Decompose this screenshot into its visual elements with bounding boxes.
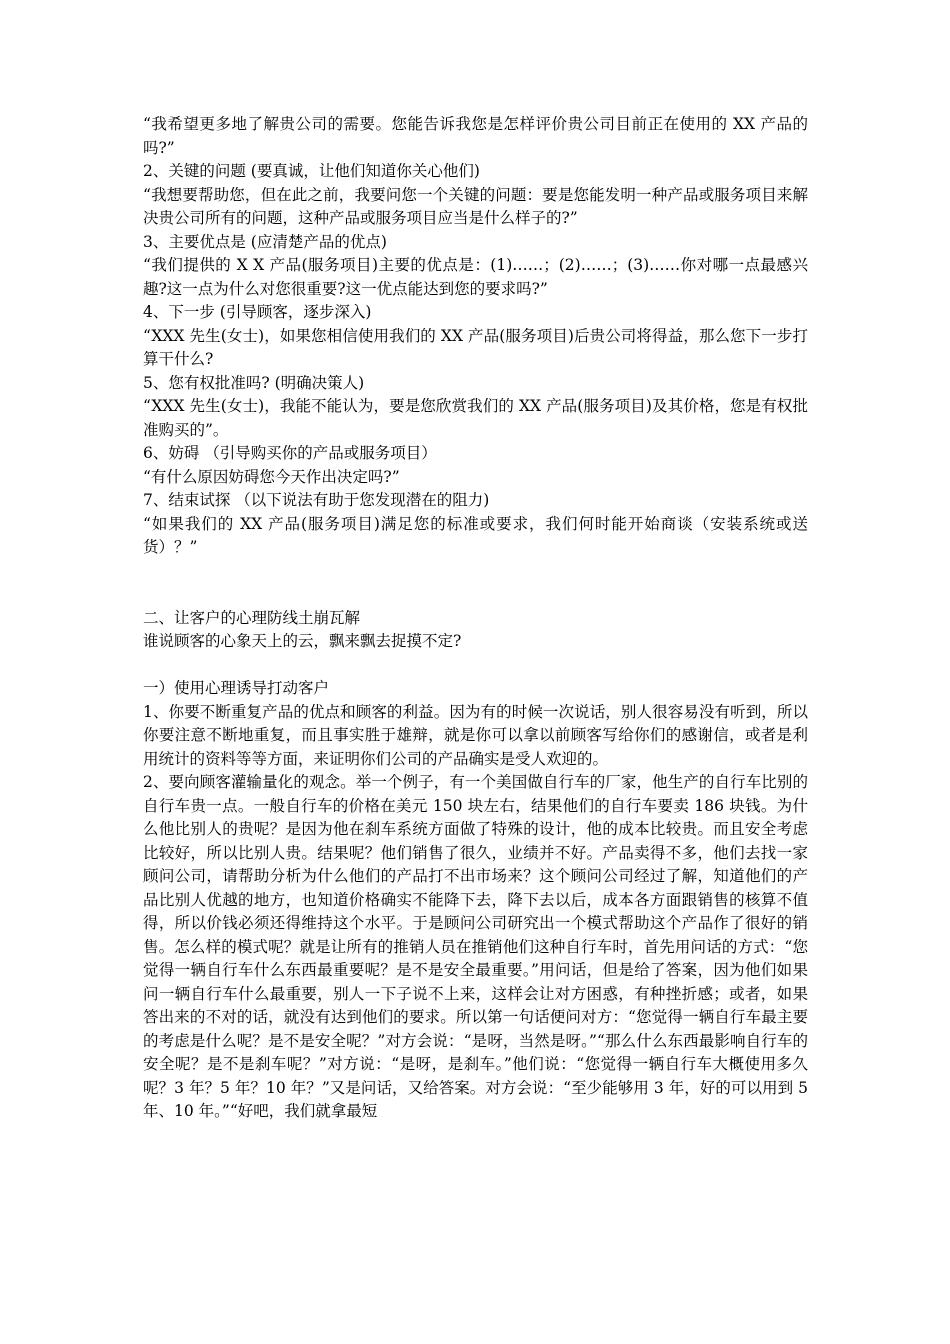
blank-spacer	[143, 654, 808, 678]
quote-closing-trial: “如果我们的 XX 产品(服务项目)满足您的标准或要求，我们何时能开始商谈（安装系统或送货）？”	[143, 514, 808, 556]
item-7-heading: 7、结束试探 （以下说法有助于您发现潜在的阻力)	[143, 491, 490, 509]
item-2-heading: 2、关键的问题 (要真诚，让他们知道你关心他们)	[143, 162, 480, 180]
paragraph-repeat-advantages: 1、你要不断重复产品的优点和顾客的利益。因为有的时候一次说话，别人很容易没有听到，所以你要注意不断地重复，而且事实胜于雄辩，就是你可以拿以前顾客写给你们的感谢信，或者是利用统计的资料等等方面，来证明你们公司的产品确实是受人欢迎的。	[143, 702, 808, 768]
quote-key-question: “我想要帮助您，但在此之前，我要问您一个关键的问题：要是您能发明一种产品或服务项目来解决贵公司所有的问题，这种产品或服务项目应当是什么样子的?”	[143, 185, 808, 227]
section-2-heading: 二、让客户的心理防线土崩瓦解	[143, 608, 361, 627]
blank-spacer	[143, 560, 808, 607]
document-page	[143, 113, 808, 1124]
quote-main-advantages: “我们提供的 X X 产品(服务项目)主要的优点是：(1)……；(2)……；(3)……你对哪一点最感兴趣?这一点为什么对您很重要?这一优点能达到您的要求吗?”	[143, 256, 808, 298]
quote-approval: “XXX 先生(女士)，我能不能认为，要是您欣赏我们的 XX 产品(服务项目)及其价格，您是有权批准购买的”。	[143, 397, 808, 439]
item-4-heading: 4、下一步 (引导顾客，逐步深入)	[143, 303, 372, 321]
quote-obstacle: “有什么原因妨碍您今天作出决定吗?”	[143, 467, 400, 486]
subsection-1-heading: 一）使用心理诱导打动客户	[143, 679, 330, 697]
item-6-heading: 6、妨碍 （引导购买你的产品或服务项目）	[143, 444, 437, 462]
paragraph-quantified-concept: 2、要向顾客灌输量化的观念。举一个例子，有一个美国做自行车的厂家，他生产的自行车比别的自行车贵一点。一般自行车的价格在美元 150 块左右，结果他们的自行车要卖 186 块钱。为什么他比别人的贵呢？是因为他在刹车系统方面做了特殊的设计，他的成本比较贵。而且安全考虑比较好，所以比别人贵。结果呢？他们销售了很久，业绩并不好。产品卖得不多，他们去找一家顾问公司，请帮助分析为什么他们的产品打不出市场来？这个顾问公司经过了解，知道他们的产品比别人优越的地方，也知道价格确实不能降下去，降下去以后，成本各方面跟销售的核算不值得，所以价钱必须还得维持这个水平。于是顾问公司研究出一个模式帮助这个产品作了很好的销售。怎么样的模式呢？就是让所有的推销人员在推销他们这种自行车时，首先用问话的方式：“您觉得一辆自行车什么东西最重要呢？是不是安全最重要。”用问话，但是给了答案，因为他们如果问一辆自行车什么最重要，别人一下子说不上来，这样会让对方困惑，有种挫折感；或者，如果答出来的不对的话，就没有达到他们的要求。所以第一句话便问对方：“您觉得一辆自行车最主要的考虑是什么呢？是不是安全呢？”对方会说：“是呀，当然是呀。”“那么什么东西最影响自行车的安全呢？是不是刹车呢？”对方说：“是呀，是刹车。”他们说：“您觉得一辆自行车大概使用多久呢？3 年？5 年？10 年？”又是问话，又给答案。对方会说：“至少能够用 3 年，好的可以用到 5 年、10 年。”“好吧，我们就拿最短	[143, 773, 808, 1120]
quote-next-step: “XXX 先生(女士)，如果您相信使用我们的 XX 产品(服务项目)后贵公司将得益，那么您下一步打算干什么?	[143, 326, 808, 368]
item-5-heading: 5、您有权批准吗? (明确决策人)	[143, 373, 365, 392]
item-3-heading: 3、主要优点是 (应清楚产品的优点)	[143, 232, 387, 251]
section-2-subheading: 谁说顾客的心象天上的云，飘来飘去捉摸不定?	[143, 632, 462, 650]
quote-evaluate-product: “我希望更多地了解贵公司的需要。您能告诉我您是怎样评价贵公司目前正在使用的 XX 产品的吗?”	[143, 115, 808, 157]
